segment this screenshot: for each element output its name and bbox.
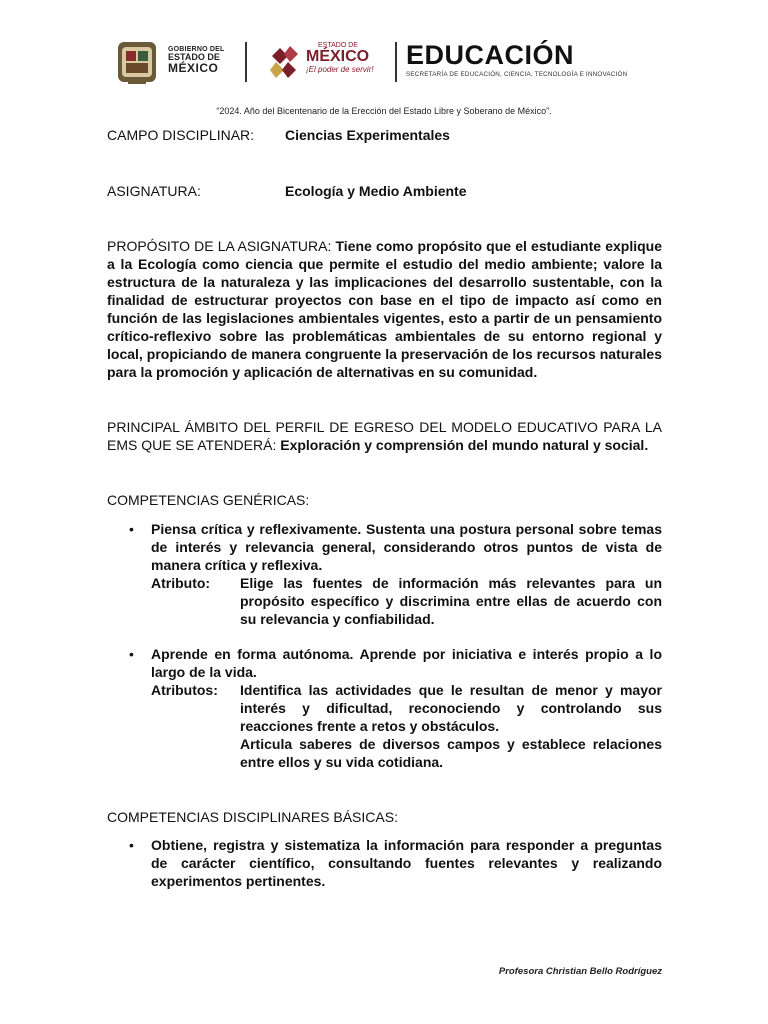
proposito-label: PROPÓSITO DE LA ASIGNATURA: [107, 238, 332, 254]
competencia-text: Piensa crítica y reflexivamente. Sustenta una postura personal sobre temas de interés y relevancia general, considerando otros puntos de vista de manera crítica y reflexiva. [151, 521, 662, 573]
campo-label: CAMPO DISCIPLINAR: [107, 127, 255, 143]
campo-value: Ciencias Experimentales [285, 127, 450, 143]
asignatura-row [107, 182, 201, 200]
ambito-paragraph [107, 418, 662, 454]
gobierno-logo-text: GOBIERNO DEL ESTADO DE MÉXICO [168, 46, 225, 75]
atributo-label: Atributos: [151, 682, 218, 698]
atributo-text: Elige las fuentes de información más relevantes para un propósito específico y discrimina entre ellas de acuerdo con su relevancia y confiabilidad. [240, 575, 662, 627]
ambito-label: PRINCIPAL ÁMBITO DEL PERFIL DE EGRESO DEL MODELO EDUCATIVO PARA LA EMS QUE SE ATENDERÁ: [107, 419, 662, 453]
competencia-text: Obtiene, registra y sistematiza la información para responder a preguntas de carácter científico, consultando fuentes relevantes y realizando experimentos pertinentes. [151, 837, 662, 889]
ambito-value: Exploración y comprensión del mundo natural y social. [280, 437, 649, 453]
state-seal-icon [114, 40, 160, 86]
educacion-logo: EDUCACIÓN SECRETARÍA DE EDUCACIÓN, CIENCIA, TECNOLOGÍA E INNOVACIÓN [406, 40, 628, 78]
competencia-text: Aprende en forma autónoma. Aprende por iniciativa e interés propio a lo largo de la vida. [151, 646, 662, 680]
divider [395, 42, 397, 82]
letterhead [110, 36, 710, 96]
genericas-heading: COMPETENCIAS GENÉRICAS: [107, 492, 310, 508]
disciplinares-heading: COMPETENCIAS DISCIPLINARES BÁSICAS: [107, 809, 398, 825]
atributo-label: Atributo: [151, 575, 211, 591]
asignatura-label: ASIGNATURA: [107, 183, 201, 199]
atributo-text: Identifica las actividades que le resultan de menor y mayor interés y dificultad, reconociendo y controlando sus reacciones frente a retos y obstáculos. [240, 682, 662, 734]
atributo-text: Articula saberes de diversos campos y establece relaciones entre ellos y su vida cotidiana. [240, 736, 662, 770]
author-footer: Profesora Christian Bello Rodríguez [498, 966, 662, 977]
asignatura-value: Ecología y Medio Ambiente [285, 183, 467, 199]
proposito-paragraph [107, 237, 662, 381]
year-motto: “2024. Año del Bicentenario de la Erección del Estado Libre y Soberano de México”. [216, 106, 552, 116]
bullet-icon: • [129, 837, 134, 853]
campo-row [107, 126, 254, 144]
bullet-icon: • [129, 521, 134, 537]
divider [245, 42, 247, 82]
edomex-logo-text: ESTADO DE MÉXICO ¡El poder de servir! [306, 42, 374, 74]
proposito-text: Tiene como propósito que el estudiante explique a la Ecología como ciencia que permite el estudio del medio ambiente; valore la estructura de la naturaleza y las implicaciones del desarrollo sustentable, con la finalidad de estructurar proyectos con base en el tipo de impacto así como en función de las legislaciones ambientales vigentes, esto a partir de un pensamiento crítico-reflexivo sobre las problemáticas ambientales de su entorno regional y local, propiciando de manera congruente la preservación de los recursos naturales para la promoción y aplicación de alternativas en su comunidad. [107, 238, 662, 380]
bullet-icon: • [129, 646, 134, 662]
